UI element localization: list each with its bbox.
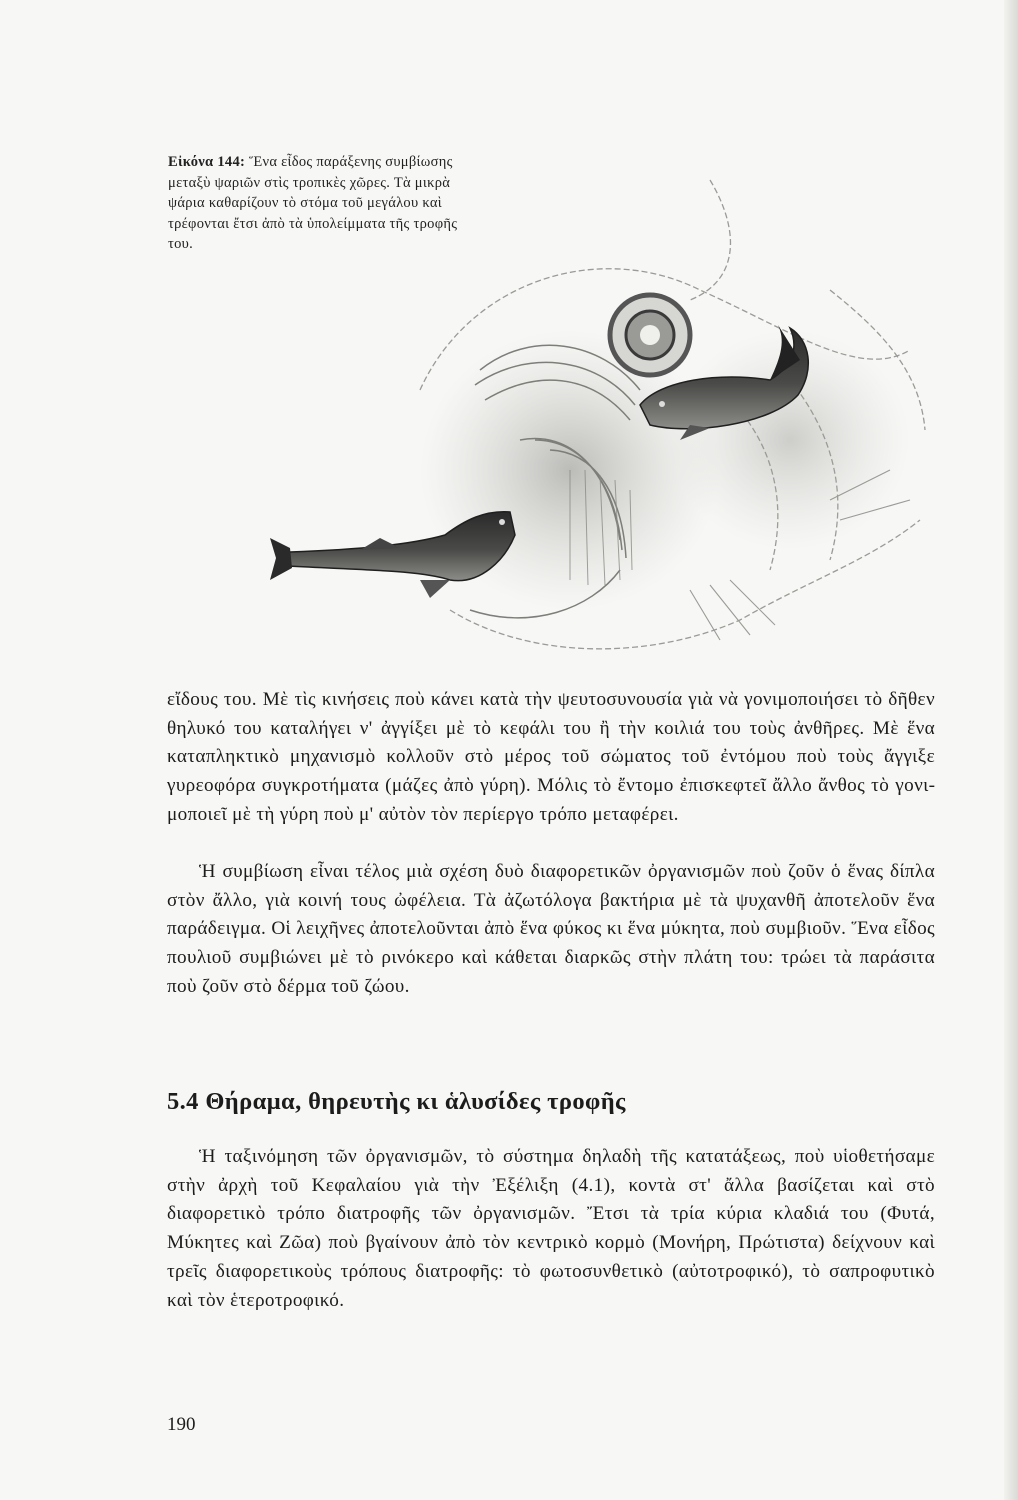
section-heading: 5.4 Θήραμα, θηρευτὴς κι ἁλυσίδες τροφῆς — [167, 1088, 626, 1115]
paragraph-text: Ἡ ταξινόμηση τῶν ὀργανισμῶν, τὸ σύστημα δηλαδὴ τῆς κατατάξεως, ποὺ υἱοθετήσαμε στὴν ἀρχὴ τοῦ Κεφαλαίου γιὰ τὴν Ἐξέλιξη (4.1), κοντὰ στ' ἄλλα βασίζεται καὶ στὸ διαφορετικὸ τρόπο διατροφῆς τῶν ὀργανισμῶν. Ἔτσι τὰ τρία κύρια κλαδιά του (Φυτά, Μύκητες καὶ Ζῶα) ποὺ βγαίνουν ἀπὸ τὸν κεντρικὸ κορμὸ (Μονήρη, Πρώτιστα) δείχνουν καὶ τρεῖς διαφορετικοὺς τρόπους διατροφῆς: τὸ φωτοσυνθετικὸ (αὐτοτροφικό), τὸ σαπροφυτικὸ καὶ τὸν ἑτεροτροφικό. — [167, 1146, 935, 1311]
paragraph-text: εἴδους του. Μὲ τὶς κινήσεις ποὺ κάνει κατὰ τὴν ψευτοσυνουσία γιὰ νὰ γονιμοποιήσει τὸ δῆθεν θηλυκό του καταλήγει ν' ἀγγίξει μὲ τὸ κεφάλι του ἢ τὴν κοιλιά του τοὺς ἀνθῆρες. Μὲ ἕνα καταπληκτικὸ μηχανισμὸ κολλοῦν στὸ μέρος τοῦ σώματος τοῦ ἐντόμου ποὺ τοὺς ἄγγιξε γυρεοφόρα συγκροτήματα (μάζες ἀπὸ γύρη). Μόλις τὸ ἔντομο ἐπισκεφτεῖ ἄλλο ἄνθος τὸ γονιμοποιεῖ μὲ τὴ γύρη ποὺ μ' αὐτὸν τὸν περίεργο τρόπο μεταφέρει. — [167, 689, 935, 825]
body-paragraph-3 — [167, 1143, 935, 1315]
body-paragraph-2 — [167, 858, 935, 1002]
large-fish-eye — [610, 295, 690, 375]
scan-page-edge — [1004, 0, 1018, 1500]
paragraph-text: Ἡ συμβίωση εἶναι τέλος μιὰ σχέση δυὸ διαφορετικῶν ὀργανισμῶν ποὺ ζοῦν ὁ ἕνας δίπλα στὸν ἄλλο, γιὰ κοινή τους ὠφέλεια. Τὰ ἀζωτόλογα βακτήρια μὲ τὰ ψυχανθῆ ἀποτελοῦν ἕνα παράδειγμα. Οἱ λειχῆνες ἀποτελοῦνται ἀπὸ ἕνα φύκος κι ἕνα μύκητα, ποὺ συμβιοῦν. Ἕνα εἶδος πουλιοῦ συμβιώνει μὲ τὸ ρινόκερο καὶ κάθεται διαρκῶς στὴν πλάτη του: τρώει τὰ παράσιτα ποὺ ζοῦν στὸ δέρμα τοῦ ζώου. — [167, 861, 935, 997]
figure-caption-text: Ἕνα εἶδος παράξενης συμβίωσης μεταξὺ ψαριῶν στὶς τροπικὲς χῶρες. Τὰ μικρὰ ψάρια καθαρίζουν τὸ στόμα τοῦ μεγάλου καὶ τρέφονται ἔτσι ἀπὸ τὰ ὑπολείμματα τῆς τροφῆς του. — [168, 154, 458, 252]
page-number: 190 — [167, 1414, 196, 1435]
body-paragraph-1 — [167, 686, 935, 830]
cleaner-fish-lower — [270, 512, 515, 598]
fish-symbiosis-illustration — [270, 140, 970, 680]
figure-caption-label: Εἰκόνα 144: — [168, 154, 246, 170]
